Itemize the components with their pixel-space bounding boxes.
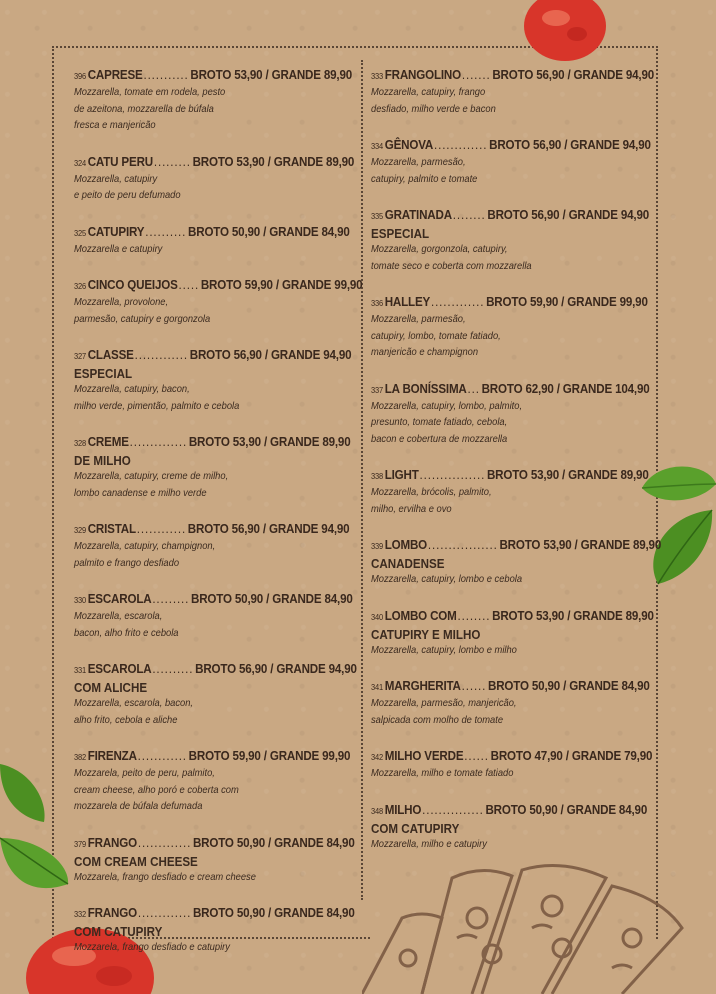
price-separator: / — [262, 67, 272, 82]
item-name: ESCAROLA — [87, 661, 152, 676]
basil-right-icon — [638, 458, 716, 586]
price-separator: / — [557, 801, 567, 817]
price-grande: GRANDE 84,90 — [269, 223, 350, 239]
menu-item-header — [371, 677, 650, 696]
price-grande: GRANDE 84,90 — [566, 801, 648, 817]
menu-item-header — [371, 466, 649, 485]
price-separator: / — [560, 678, 570, 693]
leader-dots: ........ — [452, 207, 486, 222]
menu-item — [371, 66, 655, 118]
price-grande: GRANDE 99,90 — [567, 294, 648, 309]
item-description: palmito e frango desfiado — [74, 557, 180, 569]
item-number: 339 — [371, 541, 383, 551]
item-number: 334 — [371, 141, 383, 151]
menu-item — [371, 607, 654, 660]
item-description: presunto, tomate fatiado, cebola, — [371, 417, 508, 428]
price-separator: / — [272, 277, 283, 292]
item-description: catupiry, palmito e tomate — [371, 173, 478, 185]
item-name-line2: COM CREAM CHEESE — [74, 853, 198, 869]
item-name: GÊNOVA — [384, 137, 434, 152]
price-grande: GRANDE 94,90 — [568, 207, 650, 222]
leader-dots: ............. — [137, 905, 192, 920]
menu-item-header — [74, 747, 351, 766]
price-separator: / — [267, 661, 277, 676]
item-description: cream cheese, alho poró e coberta com — [74, 784, 239, 796]
price-grande: GRANDE 89,90 — [273, 153, 355, 169]
menu-item — [371, 677, 650, 729]
item-name: FRANGOLINO — [384, 67, 461, 82]
price-grande: GRANDE 89,90 — [573, 607, 654, 623]
item-number: 382 — [74, 752, 86, 762]
price-separator: / — [260, 223, 270, 239]
item-number: 340 — [371, 611, 383, 622]
item-description: Mozzarella, escarola, — [74, 611, 163, 622]
menu-item — [371, 747, 653, 783]
item-description: lombo canadense e milho verde — [74, 487, 207, 499]
menu-item-header — [371, 747, 653, 766]
leader-dots: ............ — [137, 748, 187, 763]
price-broto: BROTO 50,90 — [192, 905, 266, 920]
item-description: Mozzarella, catupiry, creme de milho, — [74, 471, 229, 482]
item-name: CINCO QUEIJOS — [87, 277, 178, 292]
price-grande: GRANDE 99,90 — [282, 277, 363, 292]
leader-dots: ............. — [134, 347, 188, 362]
item-number: 335 — [371, 211, 383, 221]
price-broto: BROTO 56,90 — [487, 207, 560, 222]
item-number: 332 — [74, 909, 86, 919]
item-description: Mozzarella, parmesão, manjericão, — [371, 698, 517, 709]
menu-item-header — [74, 153, 355, 172]
item-name-line2: COM ALICHE — [74, 680, 148, 695]
price-separator: / — [265, 905, 275, 920]
leader-dots: ........... — [143, 67, 189, 82]
item-description: tomate seco e coberta com mozzarella — [371, 260, 532, 272]
price-broto: BROTO 56,90 — [189, 347, 262, 362]
item-name: MILHO — [384, 801, 422, 817]
menu-item — [74, 660, 357, 729]
menu-item-header — [74, 276, 363, 295]
item-number: 330 — [74, 595, 86, 605]
price-grande: GRANDE 94,90 — [276, 661, 357, 676]
price-broto: BROTO 59,90 — [188, 748, 261, 763]
price-separator: / — [564, 67, 574, 82]
price-grande: GRANDE 84,90 — [272, 591, 353, 606]
item-description: Mozzarella, parmesão, — [371, 314, 466, 325]
item-name-line2: COM CATUPIRY — [371, 820, 460, 836]
leader-dots: ......... — [153, 153, 191, 169]
leader-dots: ............. — [430, 294, 485, 309]
price-separator: / — [562, 748, 572, 763]
item-description: desfiado, milho verde e bacon — [371, 103, 496, 115]
item-name-line2: CANADENSE — [371, 556, 445, 571]
menu-item-header — [371, 607, 654, 626]
price-grande: GRANDE 89,90 — [568, 467, 649, 482]
menu-column-left — [74, 66, 363, 975]
item-name: CAPRESE — [87, 67, 143, 82]
menu-item — [74, 747, 351, 816]
item-name: LA BONÍSSIMA — [384, 380, 467, 396]
menu-item — [74, 153, 355, 205]
price-broto: BROTO 47,90 — [490, 748, 563, 763]
tomato-top-icon — [522, 0, 608, 62]
price-separator: / — [260, 748, 270, 763]
item-description: de azeitona, mozzarella de búfala — [74, 103, 214, 115]
price-grande: GRANDE 94,90 — [269, 521, 350, 536]
item-name-line2: CATUPIRY E MILHO — [371, 626, 481, 642]
item-description: Mozzarella e catupiry — [74, 243, 163, 255]
item-description: catupiry, lombo, tomate fatiado, — [371, 330, 501, 342]
item-description: Mozzarella, catupiry, lombo e cebola — [371, 574, 523, 585]
item-description: Mozzarella, tomate em rodela, pesto — [74, 87, 226, 98]
price-broto: BROTO 53,90 — [492, 607, 565, 623]
basil-left-icon — [0, 760, 72, 900]
leader-dots: ............... — [422, 801, 484, 817]
pizza-illustration-icon — [362, 858, 716, 994]
price-grande: GRANDE 84,90 — [274, 905, 355, 920]
item-name-line2: ESPECIAL — [371, 226, 430, 241]
menu-item — [371, 206, 650, 275]
price-broto: BROTO 50,90 — [192, 834, 266, 850]
leader-dots: ..... — [178, 277, 200, 292]
item-number: 326 — [74, 281, 86, 291]
menu-item — [74, 433, 351, 502]
price-grande: GRANDE 104,90 — [562, 380, 650, 396]
price-broto: BROTO 62,90 — [481, 380, 554, 396]
menu-item-header — [371, 536, 662, 555]
item-number: 396 — [74, 71, 86, 81]
price-separator: / — [553, 380, 563, 396]
price-separator: / — [265, 834, 275, 850]
item-description: Mozzarella, milho e tomate fatiado — [371, 768, 514, 779]
leader-dots: ... — [467, 380, 480, 396]
menu-item — [371, 466, 649, 518]
menu-item — [74, 904, 355, 957]
price-separator: / — [559, 207, 569, 222]
price-separator: / — [260, 434, 271, 449]
item-name: CREME — [87, 434, 129, 449]
price-grande: GRANDE 94,90 — [573, 67, 655, 82]
item-name: CATUPIRY — [87, 223, 145, 239]
menu-item-header — [371, 206, 650, 225]
item-number: 348 — [371, 805, 383, 816]
item-description: Mozzarella, gorgonzola, catupiry, — [371, 244, 508, 255]
item-number: 328 — [74, 438, 86, 448]
menu-item-header — [74, 223, 350, 242]
item-description: Mozzarella, catupiry, lombo e milho — [371, 644, 517, 656]
item-description: Mozzarella, catupiry, bacon, — [74, 384, 190, 395]
price-broto: BROTO 56,90 — [489, 137, 562, 152]
item-description: bacon e cobertura de mozzarella — [371, 433, 508, 445]
item-description: Mozzarella, catupiry, lombo, palmito, — [371, 400, 523, 412]
item-description: milho verde, pimentão, palmito e cebola — [74, 400, 240, 412]
item-name-line2: COM CATUPIRY — [74, 924, 163, 939]
menu-item — [371, 293, 648, 362]
leader-dots: ...... — [461, 678, 487, 693]
item-description: Mozzarella, parmesão, — [371, 157, 466, 168]
item-description: manjericão e champignon — [371, 347, 479, 358]
item-name: CATU PERU — [87, 153, 153, 169]
price-grande: GRANDE 94,90 — [570, 137, 651, 152]
leader-dots: ................. — [427, 537, 498, 552]
price-broto: BROTO 50,90 — [488, 678, 561, 693]
menu-item — [74, 276, 363, 328]
item-description: Mozzarella, escarola, bacon, — [74, 698, 194, 709]
leader-dots: ......... — [152, 591, 190, 606]
item-description: Mozzarela, frango desfiado e cream cheese — [74, 871, 256, 883]
item-name: LIGHT — [384, 467, 419, 482]
price-separator: / — [263, 591, 273, 606]
menu-item — [74, 346, 352, 415]
item-description: alho frito, cebola e aliche — [74, 714, 178, 726]
item-description: salpicada com molho de tomate — [371, 714, 504, 726]
menu-item-header — [74, 346, 352, 365]
price-broto: BROTO 53,90 — [192, 153, 265, 169]
item-number: 325 — [74, 227, 86, 238]
item-name: FIRENZA — [87, 748, 137, 763]
item-name: FRANGO — [87, 905, 137, 920]
menu-item-header — [371, 293, 648, 312]
price-grande: GRANDE 79,90 — [571, 748, 653, 763]
item-description: mozzarela de búfala defumada — [74, 801, 203, 812]
item-description: Mozzarela, frango desfiado e catupiry — [74, 942, 230, 953]
price-broto: BROTO 53,90 — [486, 467, 560, 482]
item-description: Mozzarella, provolone, — [74, 297, 169, 308]
item-number: 342 — [371, 752, 383, 762]
price-broto: BROTO 59,90 — [486, 294, 559, 309]
price-broto: BROTO 53,90 — [190, 67, 263, 82]
item-description: Mozzarella, milho e catupiry — [371, 838, 487, 850]
item-name: HALLEY — [384, 294, 431, 309]
price-broto: BROTO 50,90 — [188, 223, 261, 239]
menu-item-header — [74, 520, 350, 539]
menu-item — [74, 834, 355, 887]
price-broto: BROTO 59,90 — [200, 277, 273, 292]
leader-dots: ...... — [464, 748, 489, 763]
item-description: parmesão, catupiry e gorgonzola — [74, 313, 211, 325]
item-number: 379 — [74, 838, 86, 849]
price-separator: / — [571, 537, 581, 552]
item-name-line2: DE MILHO — [74, 453, 131, 468]
leader-dots: ............ — [136, 521, 187, 536]
price-separator: / — [561, 137, 571, 152]
menu-item-header — [74, 66, 353, 85]
menu-item-header — [74, 834, 355, 853]
menu-item — [371, 380, 650, 449]
menu-item-header — [74, 904, 355, 923]
item-description: Mozzarella, catupiry, champignon, — [74, 541, 216, 552]
item-name: LOMBO COM — [384, 607, 457, 623]
item-name-line2: ESPECIAL — [74, 366, 133, 381]
column-divider — [361, 60, 363, 900]
menu-item — [74, 590, 353, 642]
item-name: LOMBO — [384, 537, 428, 552]
item-name: GRATINADA — [384, 207, 452, 222]
leader-dots: ....... — [461, 67, 491, 82]
item-name: CLASSE — [87, 347, 134, 362]
menu-item-header — [371, 801, 648, 820]
price-separator: / — [264, 153, 274, 169]
menu-item-header — [371, 380, 650, 399]
item-description: Mozzarella, brócolis, palmito, — [371, 487, 492, 498]
item-description: fresca e manjericão — [74, 120, 156, 131]
item-description: milho, ervilha e ovo — [371, 503, 452, 515]
price-broto: BROTO 56,90 — [195, 661, 268, 676]
price-grande: GRANDE 89,90 — [271, 67, 353, 82]
menu-item — [74, 223, 350, 259]
item-number: 329 — [74, 525, 86, 535]
price-grande: GRANDE 94,90 — [270, 347, 352, 362]
price-separator: / — [564, 607, 574, 623]
item-number: 337 — [371, 384, 383, 395]
price-broto: BROTO 56,90 — [187, 521, 260, 536]
price-separator: / — [261, 347, 271, 362]
price-broto: BROTO 53,90 — [188, 434, 261, 449]
item-number: 336 — [371, 298, 383, 308]
item-number: 338 — [371, 471, 383, 481]
menu-item-header — [74, 590, 353, 609]
menu-item — [74, 66, 353, 135]
leader-dots: .......... — [152, 661, 194, 676]
menu-column-right — [371, 66, 662, 871]
menu-item-header — [74, 660, 357, 679]
item-name: MILHO VERDE — [384, 748, 464, 763]
price-grande: GRANDE 99,90 — [269, 748, 351, 763]
price-broto: BROTO 56,90 — [492, 67, 565, 82]
price-separator: / — [559, 467, 569, 482]
item-description: e peito de peru defumado — [74, 190, 181, 201]
item-number: 341 — [371, 682, 383, 692]
item-name: CRISTAL — [87, 521, 136, 536]
price-separator: / — [259, 521, 270, 536]
item-description: bacon, alho frito e cebola — [74, 627, 179, 639]
leader-dots: ............. — [137, 834, 192, 850]
price-broto: BROTO 50,90 — [485, 801, 558, 817]
item-number: 327 — [74, 351, 86, 361]
price-grande: GRANDE 84,90 — [569, 678, 650, 693]
price-broto: BROTO 50,90 — [191, 591, 264, 606]
item-name: MARGHERITA — [384, 678, 461, 693]
leader-dots: ............. — [433, 137, 488, 152]
item-description: Mozzarela, peito de peru, palmito, — [74, 768, 215, 779]
item-number: 324 — [74, 157, 86, 168]
menu-item-header — [371, 136, 651, 155]
leader-dots: .............. — [129, 434, 188, 449]
menu-item — [371, 136, 651, 188]
price-grande: GRANDE 84,90 — [274, 834, 355, 850]
price-grande: GRANDE 89,90 — [580, 537, 662, 552]
leader-dots: .......... — [145, 223, 187, 239]
price-separator: / — [558, 294, 568, 309]
price-grande: GRANDE 89,90 — [270, 434, 351, 449]
item-description: Mozzarella, catupiry, frango — [371, 87, 486, 98]
item-name: FRANGO — [87, 834, 137, 850]
price-broto: BROTO 53,90 — [499, 537, 572, 552]
item-number: 331 — [74, 665, 86, 675]
menu-item — [371, 536, 662, 589]
menu-item-header — [371, 66, 655, 85]
menu-item — [74, 520, 350, 572]
menu-item-header — [74, 433, 351, 452]
menu-item — [371, 801, 648, 854]
item-number: 333 — [371, 71, 383, 81]
item-name: ESCAROLA — [87, 591, 152, 606]
leader-dots: ........ — [457, 607, 491, 623]
leader-dots: ................ — [419, 467, 486, 482]
item-description: Mozzarella, catupiry — [74, 173, 158, 185]
